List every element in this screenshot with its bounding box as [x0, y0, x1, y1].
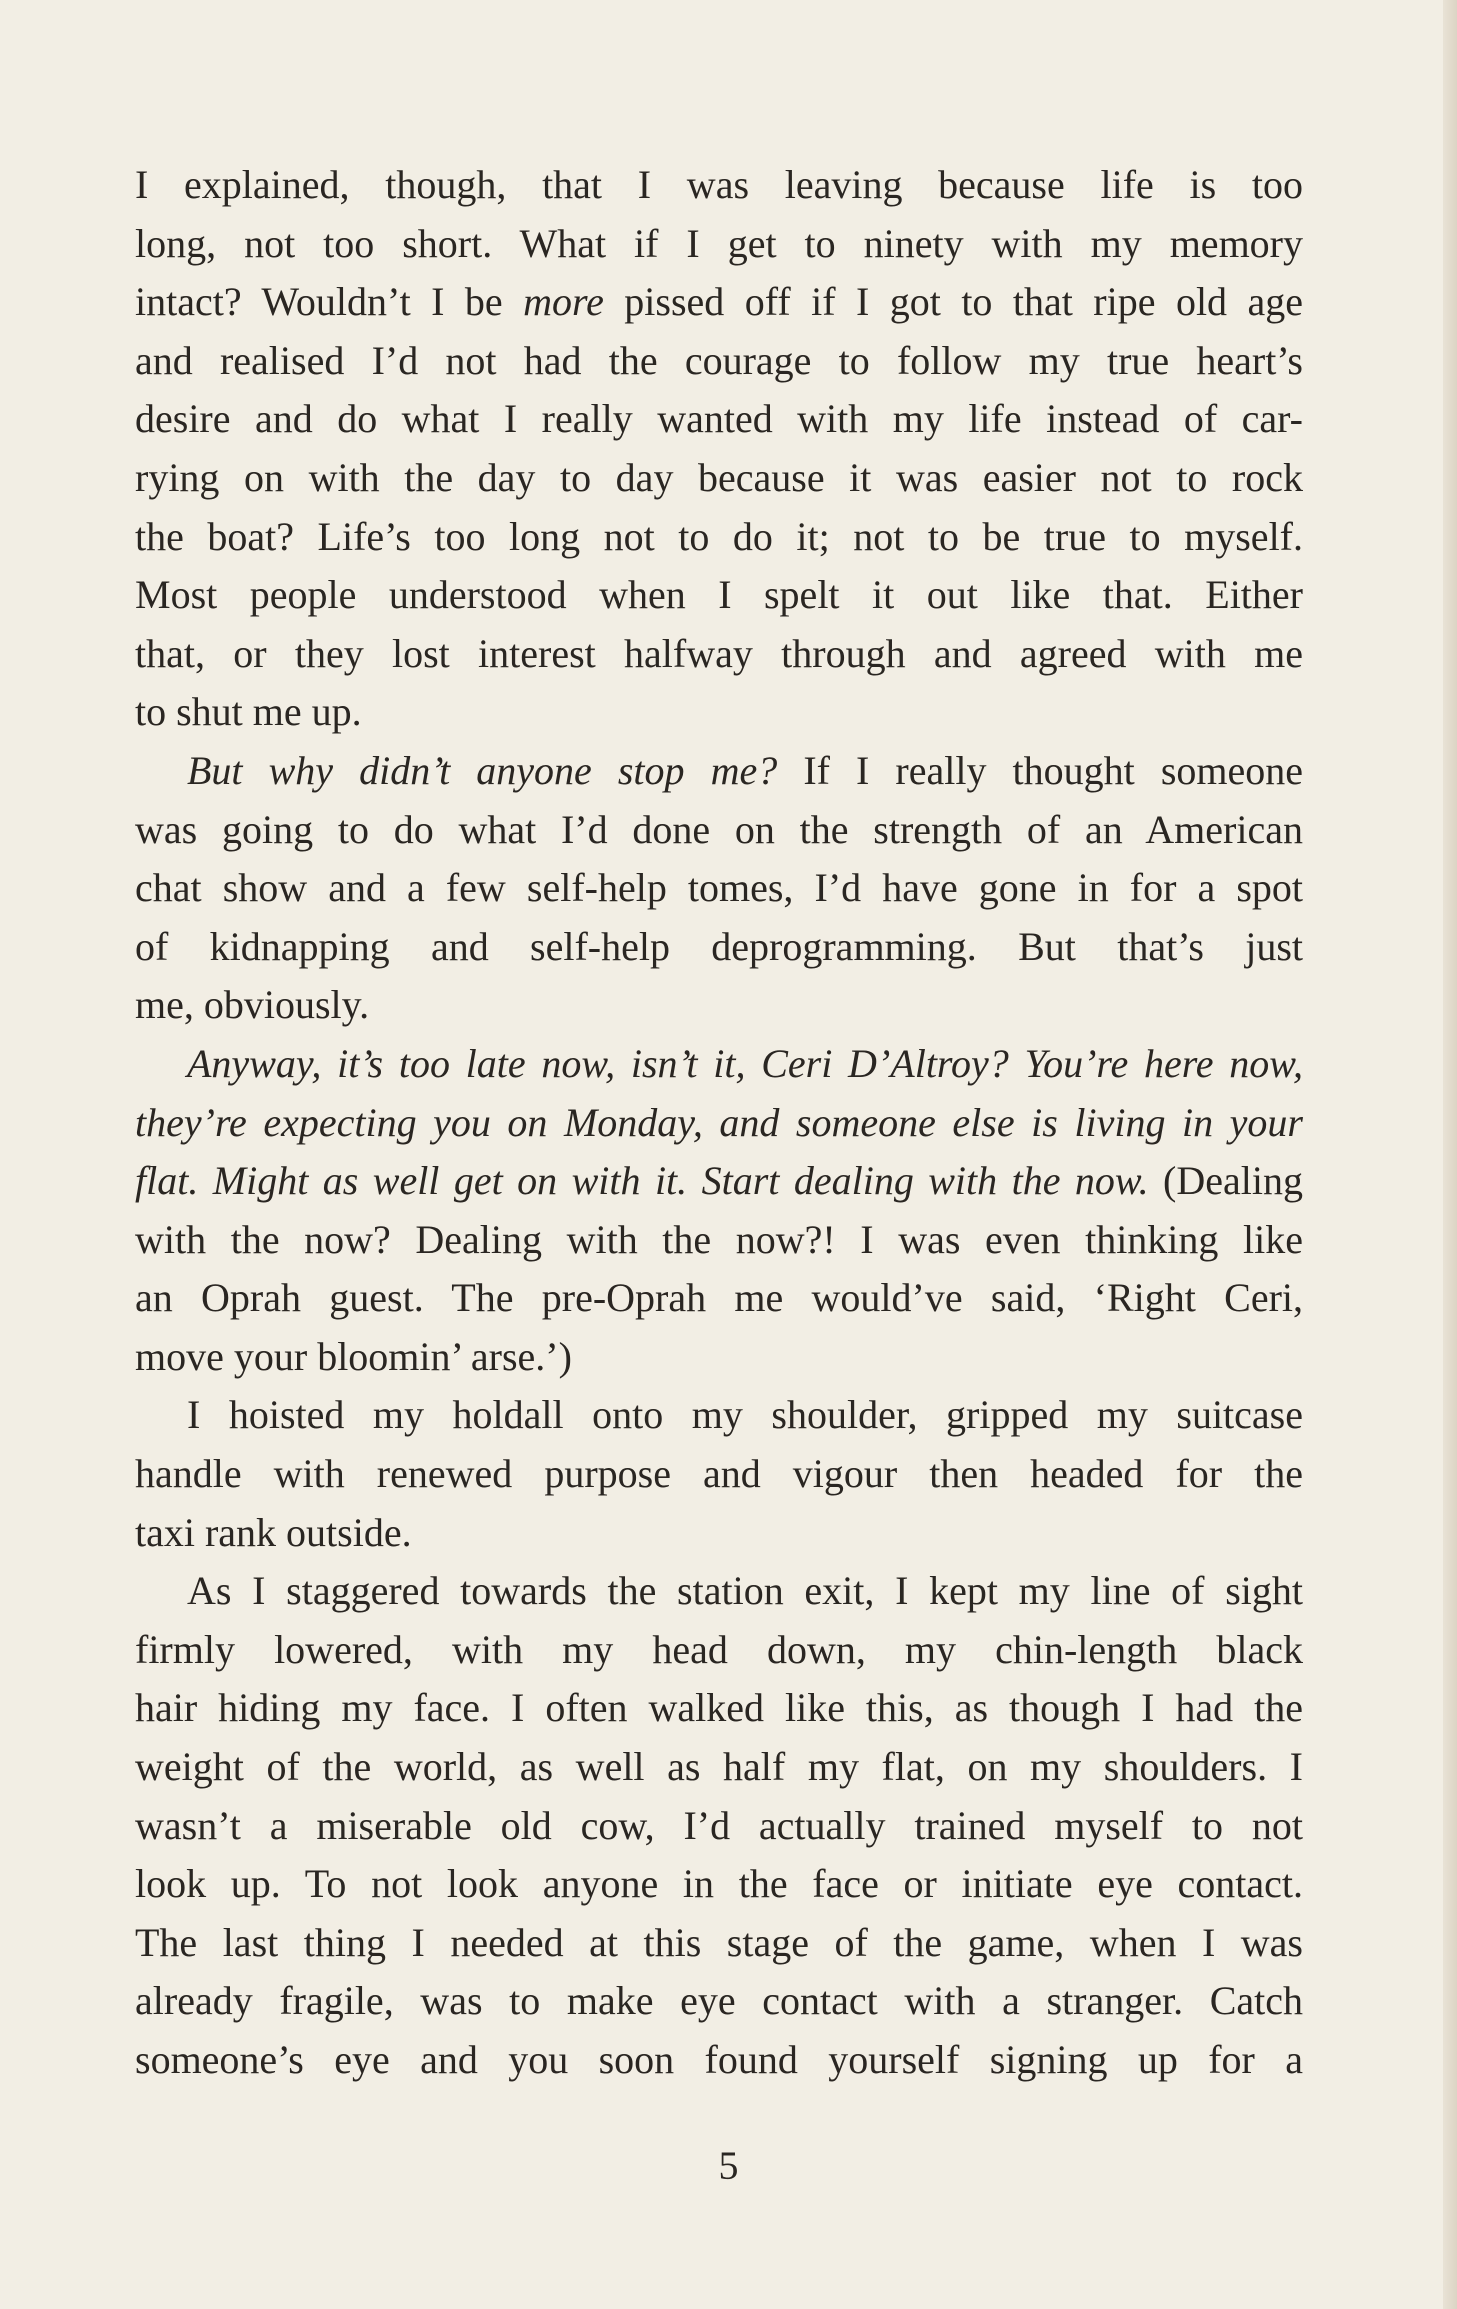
text-span: desire and do what I really wanted with my life instead of car- — [135, 396, 1303, 442]
text-line — [135, 1328, 1303, 1387]
text-span: taxi rank outside. — [135, 1509, 412, 1555]
text-span: weight of the world, as well as half my flat, on my shoulders. I — [135, 1744, 1303, 1790]
text-line — [135, 332, 1303, 391]
text-line — [135, 1621, 1303, 1680]
text-span: someone’s eye and you soon found yourself signing up for a — [135, 2037, 1303, 2082]
text-span: Most people understood when I spelt it out like that. Either — [135, 572, 1303, 618]
text-span: I hoisted my holdall onto my shoulder, gripped my suitcase — [187, 1392, 1303, 1438]
text-span: and realised I’d not had the courage to follow my true heart’s — [135, 337, 1303, 383]
text-line — [135, 801, 1303, 860]
text-span: hair hiding my face. I often walked like this, as though I had the — [135, 1685, 1303, 1731]
text-span: The last thing I needed at this stage of the game, when I was — [135, 1919, 1303, 1965]
text-line — [135, 1152, 1303, 1211]
text-line — [135, 273, 1303, 332]
text-line — [135, 566, 1303, 625]
text-span: look up. To not look anyone in the face or initiate eye contact. — [135, 1861, 1303, 1907]
text-span: pissed off if I got to that ripe old age — [603, 279, 1304, 325]
text-span: long, not too short. What if I get to ninety with my memory — [135, 220, 1303, 266]
text-span: already fragile, was to make eye contact with a stranger. Catch — [135, 1978, 1303, 2024]
text-line — [135, 390, 1303, 449]
text-span: I explained, though, that I was leaving because life is too — [135, 162, 1303, 207]
text-span: rying on with the day to day because it was easier not to rock — [135, 454, 1303, 500]
text-span: was going to do what I’d done on the strength of an American — [135, 806, 1303, 852]
italic-text: they’re expecting you on Monday, and someone else is living in your — [135, 1099, 1303, 1145]
text-line — [135, 1855, 1303, 1914]
text-line — [135, 1094, 1303, 1153]
text-span: of kidnapping and self-help deprogramming. But that’s just — [135, 923, 1303, 969]
text-line — [135, 742, 1303, 801]
text-line — [135, 215, 1303, 274]
text-span: handle with renewed purpose and vigour then headed for the — [135, 1451, 1303, 1497]
text-span: wasn’t a miserable old cow, I’d actually trained myself to not — [135, 1802, 1303, 1848]
text-line — [135, 1211, 1303, 1270]
text-line — [135, 1562, 1303, 1621]
text-line — [135, 1504, 1303, 1563]
text-span: me, obviously. — [135, 982, 370, 1028]
text-line — [135, 1445, 1303, 1504]
text-line — [135, 508, 1303, 567]
text-line — [135, 1797, 1303, 1856]
text-line — [135, 1972, 1303, 2031]
text-line — [135, 2031, 1303, 2090]
text-span: chat show and a few self-help tomes, I’d have gone in for a spot — [135, 865, 1303, 911]
text-span: firmly lowered, with my head down, my chin-length black — [135, 1626, 1303, 1672]
page-edge — [1443, 0, 1457, 2309]
text-line — [135, 918, 1303, 977]
text-line — [135, 683, 1303, 742]
text-span: the boat? Life’s too long not to do it; not to be true to myself. — [135, 513, 1303, 559]
text-line — [135, 156, 1303, 215]
italic-text: But why didn’t anyone stop me? — [187, 747, 778, 793]
text-line — [135, 1914, 1303, 1973]
italic-text: flat. Might as well get on with it. Start dealing with the now. — [135, 1158, 1149, 1204]
text-line — [135, 1035, 1303, 1094]
text-span: that, or they lost interest halfway through and agreed with me — [135, 630, 1303, 676]
text-line — [135, 859, 1303, 918]
page-number: 5 — [718, 2143, 739, 2188]
text-span: to shut me up. — [135, 689, 362, 735]
text-line — [135, 1738, 1303, 1797]
text-line — [135, 976, 1303, 1035]
text-line — [135, 1386, 1303, 1445]
text-span: intact? Wouldn’t I be — [135, 279, 524, 325]
text-line — [135, 625, 1303, 684]
text-span: with the now? Dealing with the now?! I was even thinking like — [135, 1216, 1303, 1262]
text-span: an Oprah guest. The pre-Oprah me would’ve said, ‘Right Ceri, — [135, 1275, 1303, 1321]
text-span: If I really thought someone — [777, 747, 1303, 793]
text-span: move your bloomin’ arse.’) — [135, 1333, 572, 1379]
body-text — [135, 156, 1303, 2090]
text-line — [135, 1679, 1303, 1738]
text-span: As I staggered towards the station exit, I kept my line of sight — [187, 1568, 1303, 1614]
text-span: (Dealing — [1148, 1158, 1303, 1204]
italic-text: more — [523, 279, 604, 325]
text-line — [135, 1269, 1303, 1328]
italic-text: Anyway, it’s too late now, isn’t it, Ceri D’Altroy? You’re here now, — [187, 1040, 1303, 1086]
text-line — [135, 449, 1303, 508]
